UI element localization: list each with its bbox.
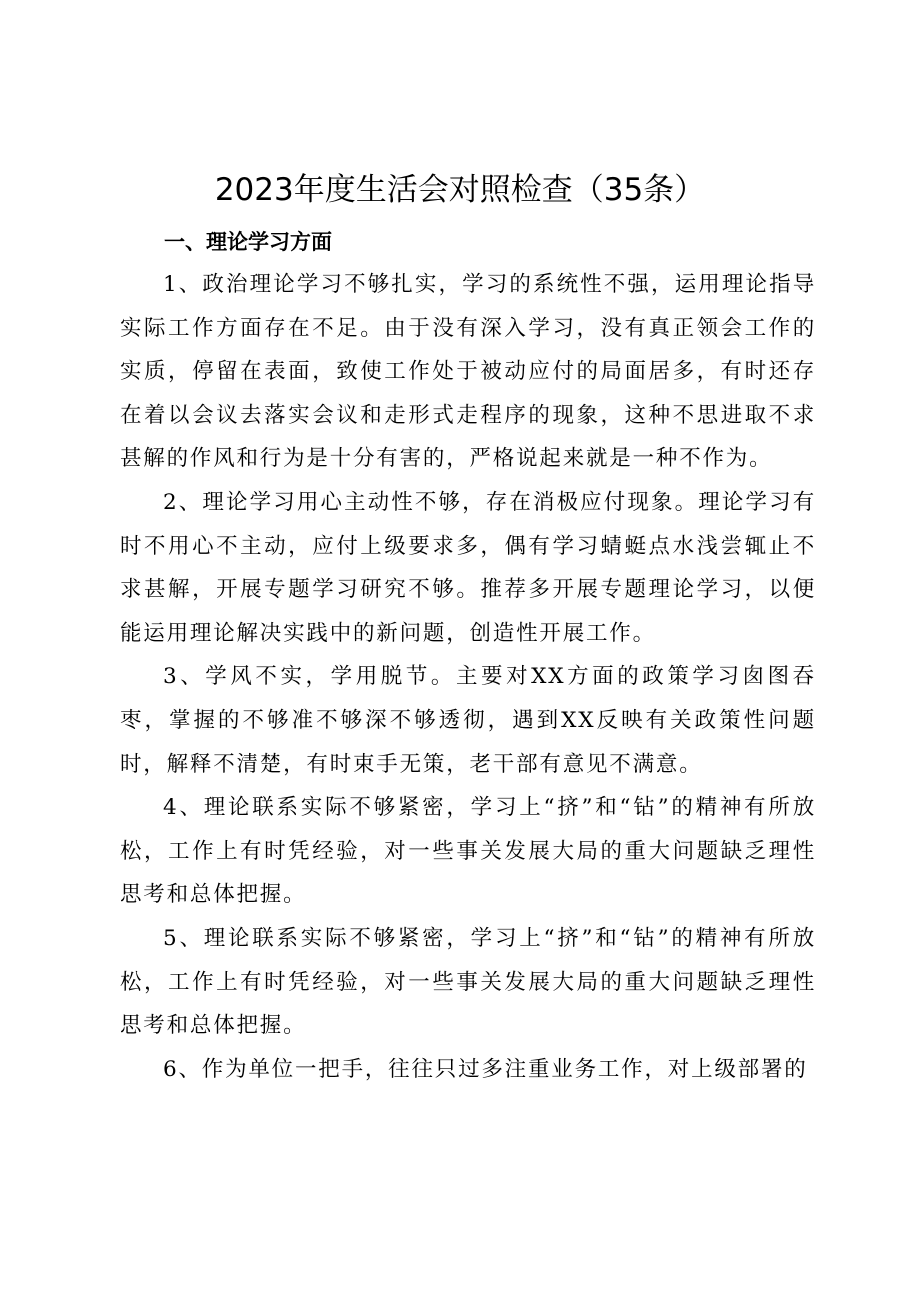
paragraph-5: 5、理论联系实际不够紧密，学习上“挤”和“钻”的精神有所放松，工作上有时凭经验，对一些事关发展大局的重大问题缺乏理性思考和总体把握。 xyxy=(120,925,816,1039)
section-heading: 一、理论学习方面 xyxy=(164,230,332,254)
paragraph-1: 1、政治理论学习不够扎实，学习的系统性不强，运用理论指导实际工作方面存在不足。由于没有深入学习，没有真正领会工作的实质，停留在表面，致使工作处于被动应付的局面居多，有时还存在着以会议去落实会议和走形式走程序的现象，这种不思进取不求甚解的作风和行为是十分有害的，严格说起来就是一种不作为。 xyxy=(120,272,816,472)
paragraph-2: 2、理论学习用心主动性不够，存在消极应付现象。理论学习有时不用心不主动，应付上级要求多，偶有学习蜻蜓点水浅尝辄止不求甚解，开展专题学习研究不够。推荐多开展专题理论学习，以便能运用理论解决实践中的新问题，创造性开展工作。 xyxy=(120,489,816,646)
paragraph-3: 3、学风不实，学用脱节。主要对XX方面的政策学习囱图吞枣，掌握的不够准不够深不够透彻，遇到XX反映有关政策性问题时，解释不清楚，有时束手无策，老干部有意见不满意。 xyxy=(120,664,816,777)
document-title: 2023年度生活会对照检查（35条） xyxy=(214,172,706,208)
paragraph-6: 6、作为单位一把手，往往只过多注重业务工作，对上级部署的 xyxy=(163,1056,808,1082)
paragraph-4: 4、理论联系实际不够紧密，学习上“挤”和“钻”的精神有所放松，工作上有时凭经验，对一些事关发展大局的重大问题缺乏理性思考和总体把握。 xyxy=(120,795,816,908)
document-body xyxy=(120,263,816,1091)
